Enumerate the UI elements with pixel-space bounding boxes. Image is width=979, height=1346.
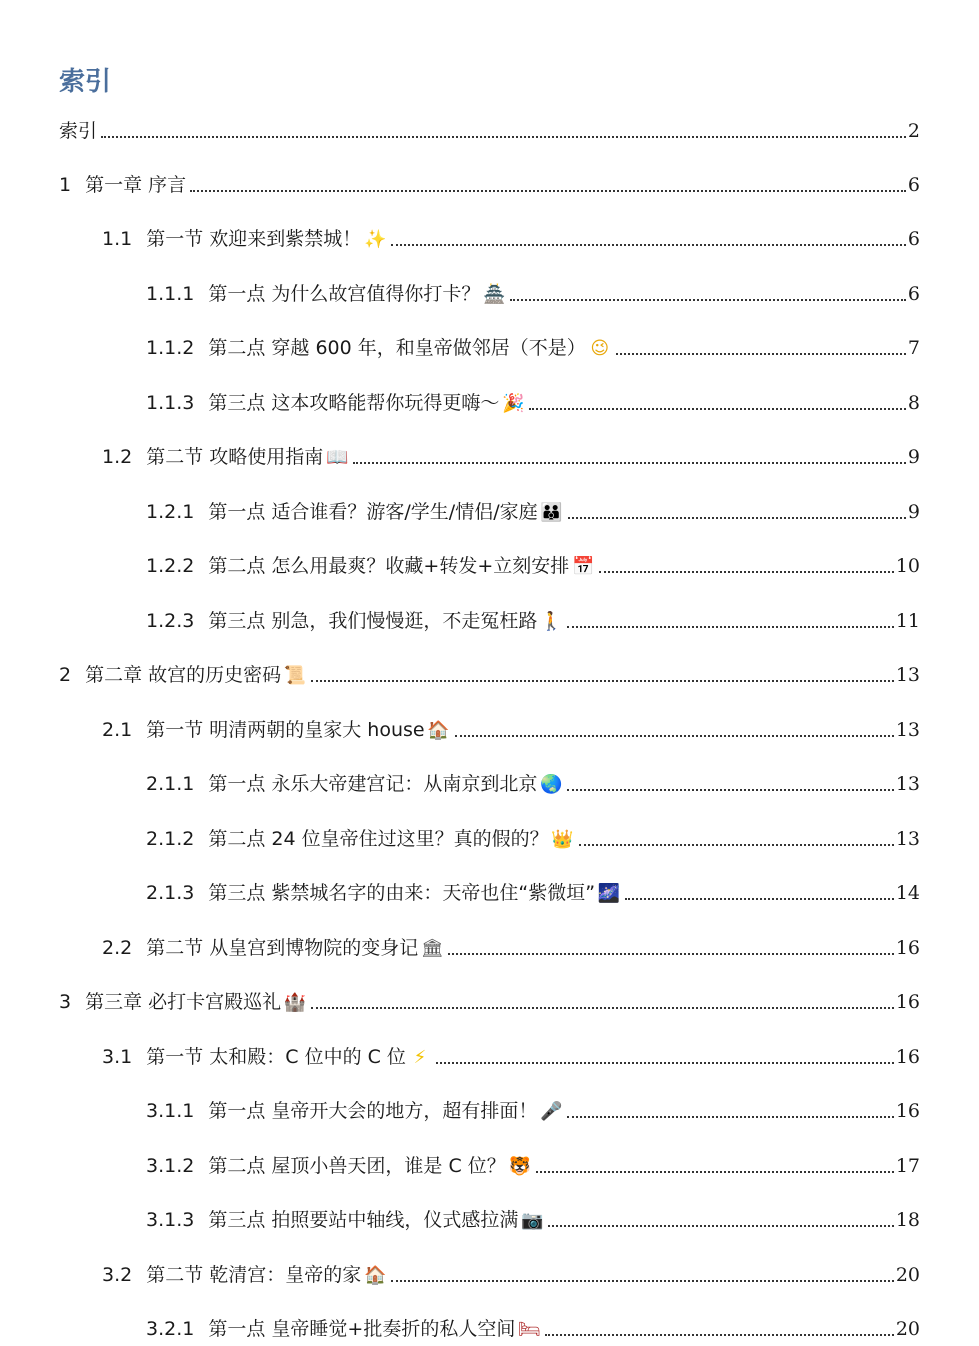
toc-page-number: 9 xyxy=(907,501,920,523)
toc-page-number: 6 xyxy=(907,228,920,250)
lightning-icon: ⚡ xyxy=(413,1047,427,1068)
dot-leader xyxy=(599,571,894,573)
toc-page-number: 13 xyxy=(895,773,920,795)
toc-page-number: 13 xyxy=(895,828,920,850)
dot-leader xyxy=(568,517,906,519)
toc-entry-title: 第三章 必打卡宫殿巡礼 xyxy=(85,991,282,1013)
dot-leader xyxy=(567,626,893,628)
toc-entry-number: 3.1.2 xyxy=(146,1155,195,1177)
toc-page-number: 10 xyxy=(895,555,920,577)
toc-entry[interactable] xyxy=(146,535,920,579)
toc-entry-title: 第三点 拍照要站中轴线，仪式感拉满 xyxy=(208,1209,519,1231)
toc-entry-number: 3.1 xyxy=(102,1046,133,1068)
dot-leader xyxy=(529,408,906,410)
toc-page-number: 6 xyxy=(907,283,920,305)
dot-leader xyxy=(455,735,894,737)
microphone-icon: 🎤 xyxy=(540,1101,563,1122)
toc-entry[interactable] xyxy=(59,644,920,688)
dot-leader xyxy=(436,1062,894,1064)
family-icon: 👪 xyxy=(540,502,563,523)
toc-entry-title: 第三点 别急，我们慢慢逛，不走冤枉路 xyxy=(208,610,538,632)
toc-entry-title: 第二节 从皇宫到博物院的变身记 xyxy=(146,937,419,959)
toc-entry-title: 第一节 太和殿：C 位中的 C 位 xyxy=(146,1046,406,1068)
toc-entry-number: 1.2.2 xyxy=(146,555,195,577)
toc-page-number: 16 xyxy=(895,991,920,1013)
toc-entry-number: 1.1.2 xyxy=(146,337,195,359)
toc-entry-number: 3.2.1 xyxy=(146,1318,195,1340)
winking-face-icon: 😉 xyxy=(590,338,610,359)
dot-leader xyxy=(625,898,894,900)
toc-entry-number: 3.1.1 xyxy=(146,1100,195,1122)
toc-entry[interactable] xyxy=(59,100,920,144)
dot-leader xyxy=(311,1007,894,1009)
dot-leader xyxy=(545,1334,893,1336)
toc-entry-number: 1.1 xyxy=(102,228,133,250)
toc-entry-number: 3.2 xyxy=(102,1264,133,1286)
toc-entry-number: 3 xyxy=(59,991,72,1013)
toc-entry-title: 第一节 明清两朝的皇家大 house xyxy=(146,719,425,741)
toc-entry[interactable] xyxy=(146,862,920,906)
toc-entry-number: 2.1.1 xyxy=(146,773,195,795)
toc-entry-title: 第二点 穿越 600 年，和皇帝做邻居（不是） xyxy=(208,337,586,359)
toc-page-number: 6 xyxy=(907,174,920,196)
toc-entry[interactable] xyxy=(146,753,920,797)
open-book-icon: 📖 xyxy=(326,447,349,468)
toc-page-number: 18 xyxy=(895,1209,920,1231)
toc-page-number: 8 xyxy=(907,392,920,414)
toc-entry-number: 1 xyxy=(59,174,72,196)
dot-leader xyxy=(190,190,906,192)
toc-entry[interactable] xyxy=(59,154,920,198)
crown-icon: 👑 xyxy=(551,829,574,850)
toc-page-number: 14 xyxy=(895,882,920,904)
toc-page-number: 13 xyxy=(895,719,920,741)
calendar-icon: 📅 xyxy=(572,556,595,577)
toc-page-number: 2 xyxy=(907,120,920,142)
toc-entry-number: 1.1.3 xyxy=(146,392,195,414)
bed-icon: 🛏 xyxy=(517,1319,541,1340)
toc-page-number: 20 xyxy=(895,1318,920,1340)
toc-entry[interactable] xyxy=(102,426,920,470)
sparkles-icon: ✨ xyxy=(364,229,387,250)
toc-entry-title: 第一点 皇帝睡觉+批奏折的私人空间 xyxy=(208,1318,516,1340)
toc-entry-number: 2.2 xyxy=(102,937,133,959)
toc-entry-title: 第一节 欢迎来到紫禁城！ xyxy=(146,228,362,250)
toc-page-number: 20 xyxy=(895,1264,920,1286)
dot-leader xyxy=(567,1116,893,1118)
toc-entry-number: 2.1.2 xyxy=(146,828,195,850)
toc-entry[interactable] xyxy=(102,1026,920,1070)
toc-entry-number: 1.1.1 xyxy=(146,283,195,305)
toc-entry-title: 第二章 故宫的历史密码 xyxy=(85,664,282,686)
dot-leader xyxy=(353,462,906,464)
toc-entry[interactable] xyxy=(146,372,920,416)
dot-leader xyxy=(536,1171,894,1173)
toc-heading: 索引 xyxy=(59,67,112,97)
tiger-icon: 🐯 xyxy=(508,1156,531,1177)
toc-entry-number: 2.1.3 xyxy=(146,882,195,904)
dot-leader xyxy=(510,299,906,301)
toc-entry[interactable] xyxy=(59,971,920,1015)
toc-entry-number: 2 xyxy=(59,664,72,686)
toc-entry[interactable] xyxy=(146,590,920,634)
dot-leader xyxy=(616,353,906,355)
toc-entry[interactable] xyxy=(146,263,920,307)
house-icon: 🏠 xyxy=(427,720,450,741)
toc-page-number: 16 xyxy=(895,1100,920,1122)
toc-entry-title: 第一点 适合谁看？游客/学生/情侣/家庭 xyxy=(208,501,538,523)
toc-entry[interactable] xyxy=(102,1244,920,1288)
toc-entry-title: 第一点 永乐大帝建宫记：从南京到北京 xyxy=(208,773,538,795)
toc-entry-number: 3.1.3 xyxy=(146,1209,195,1231)
toc-page-number: 16 xyxy=(895,1046,920,1068)
globe-icon: 🌏 xyxy=(540,774,563,795)
toc-page-number: 7 xyxy=(907,337,920,359)
castle-icon: 🏰 xyxy=(283,992,307,1013)
toc-entry[interactable] xyxy=(146,1080,920,1124)
toc-entry-title: 第一章 序言 xyxy=(85,174,187,196)
camera-icon: 📷 xyxy=(521,1210,544,1231)
toc-entry[interactable] xyxy=(146,808,920,852)
toc-entry-number: 2.1 xyxy=(102,719,133,741)
toc-entry-title: 第一点 为什么故宫值得你打卡？ xyxy=(208,283,481,305)
party-popper-icon: 🎉 xyxy=(502,393,525,414)
dot-leader xyxy=(391,244,906,246)
toc-page-number: 16 xyxy=(895,937,920,959)
toc-page-number: 13 xyxy=(895,664,920,686)
toc-entry-title: 第二节 攻略使用指南 xyxy=(146,446,324,468)
toc-entry[interactable] xyxy=(102,208,920,252)
toc-entry[interactable] xyxy=(146,1135,920,1179)
toc-entry[interactable] xyxy=(146,1189,920,1233)
toc-entry-number: 1.2.3 xyxy=(146,610,195,632)
dot-leader xyxy=(101,136,906,138)
toc-entry-title: 第二点 屋顶小兽天团，谁是 C 位？ xyxy=(208,1155,506,1177)
house-icon: 🏠 xyxy=(364,1265,387,1286)
toc-entry-title: 第一点 皇帝开大会的地方，超有排面！ xyxy=(208,1100,538,1122)
galaxy-icon: 🌌 xyxy=(597,883,621,904)
toc-page-number: 11 xyxy=(895,610,920,632)
person-walking-icon: 🚶 xyxy=(540,611,563,632)
toc-page-number: 9 xyxy=(907,446,920,468)
toc-entry-title: 第三点 紫禁城名字的由来：天帝也住“紫微垣” xyxy=(208,882,596,904)
museum-icon: 🏛 xyxy=(420,938,444,959)
palace-icon: 🏯 xyxy=(483,284,506,305)
toc-entry[interactable] xyxy=(102,917,920,961)
toc-entry-title: 索引 xyxy=(59,120,98,142)
toc-entry-title: 第二点 24 位皇帝住过这里？真的假的？ xyxy=(208,828,549,850)
dot-leader xyxy=(567,789,893,791)
toc-entry[interactable] xyxy=(146,1298,920,1342)
dot-leader xyxy=(448,953,894,955)
scroll-icon: 📜 xyxy=(283,665,307,686)
toc-entry-title: 第二节 乾清宫：皇帝的家 xyxy=(146,1264,362,1286)
toc-entry[interactable] xyxy=(146,317,920,361)
toc-entry[interactable] xyxy=(102,699,920,743)
toc-entry-number: 1.2 xyxy=(102,446,133,468)
toc-page-number: 17 xyxy=(895,1155,920,1177)
toc-entry-number: 1.2.1 xyxy=(146,501,195,523)
toc-entry-title: 第二点 怎么用最爽？收藏+转发+立刻安排 xyxy=(208,555,570,577)
dot-leader xyxy=(311,680,894,682)
toc-entry-title: 第三点 这本攻略能帮你玩得更嗨～ xyxy=(208,392,500,414)
toc-entry[interactable] xyxy=(146,481,920,525)
dot-leader xyxy=(579,844,894,846)
dot-leader xyxy=(548,1225,893,1227)
dot-leader xyxy=(391,1280,894,1282)
